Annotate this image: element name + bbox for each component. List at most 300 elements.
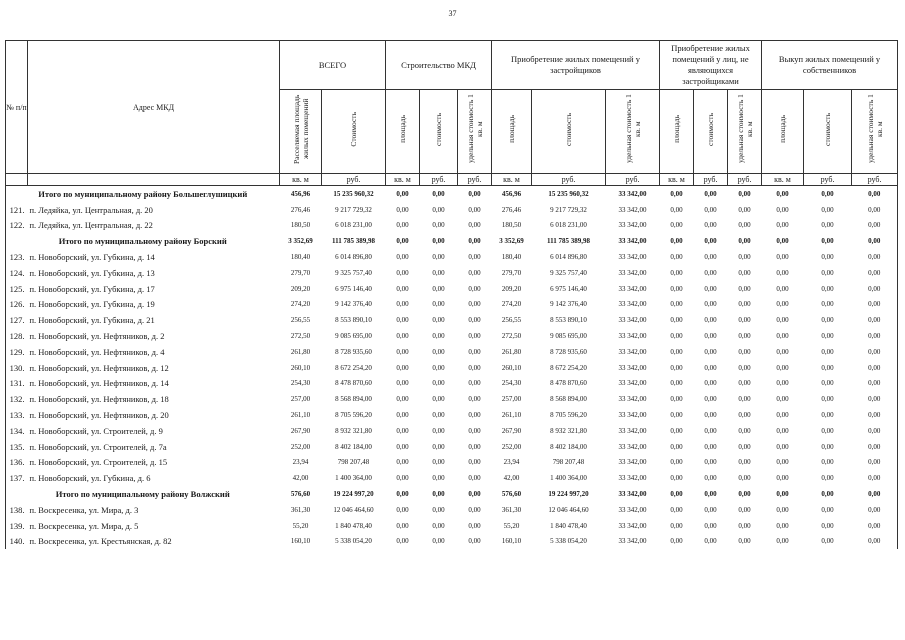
value-cell: 0,00 bbox=[432, 537, 445, 546]
value-cell: 0,00 bbox=[468, 363, 481, 372]
value-cell: 8 932 321,80 bbox=[335, 426, 372, 435]
value-cell: 160,10 bbox=[290, 537, 311, 546]
value-cell: 9 325 757,40 bbox=[550, 268, 587, 277]
value-cell: 0,00 bbox=[821, 490, 834, 499]
value-cell: 180,50 bbox=[290, 221, 311, 230]
value-cell: 0,00 bbox=[468, 316, 481, 325]
value-cell: 0,00 bbox=[738, 316, 751, 325]
value-cell: 0,00 bbox=[704, 332, 717, 341]
page-number: 37 bbox=[448, 9, 457, 18]
value-cell: 0,00 bbox=[396, 347, 409, 356]
value-cell: 33 342,00 bbox=[618, 490, 647, 499]
value-cell: 0,00 bbox=[821, 426, 834, 435]
value-cell: 1 840 478,40 bbox=[550, 521, 587, 530]
value-cell: 0,00 bbox=[776, 505, 789, 514]
value-cell: 15 235 960,32 bbox=[548, 189, 589, 198]
value-cell: 0,00 bbox=[704, 237, 717, 246]
value-cell: 0,00 bbox=[776, 474, 789, 483]
value-cell: 1 400 364,00 bbox=[550, 474, 587, 483]
value-cell: 33 342,00 bbox=[618, 268, 647, 277]
value-cell: 0,00 bbox=[670, 189, 683, 198]
value-cell: 0,00 bbox=[821, 284, 834, 293]
value-cell: 0,00 bbox=[821, 379, 834, 388]
value-cell: 0,00 bbox=[821, 268, 834, 277]
value-cell: 0,00 bbox=[468, 284, 481, 293]
value-cell: 160,10 bbox=[501, 537, 522, 546]
value-cell: 0,00 bbox=[432, 205, 445, 214]
value-cell: 9 142 376,40 bbox=[335, 300, 372, 309]
value-cell: 0,00 bbox=[670, 347, 683, 356]
subcolumn-header-label: Стоимость bbox=[349, 111, 358, 147]
value-cell: 0,00 bbox=[738, 205, 751, 214]
value-cell: 209,20 bbox=[501, 284, 522, 293]
subcolumn-header-label: стоимость bbox=[706, 112, 716, 146]
value-cell: 33 342,00 bbox=[618, 395, 647, 404]
value-cell: 0,00 bbox=[738, 411, 751, 420]
value-cell: 33 342,00 bbox=[618, 300, 647, 309]
value-cell: 0,00 bbox=[468, 395, 481, 404]
subcolumn-header bbox=[458, 90, 492, 174]
value-cell: 0,00 bbox=[852, 376, 898, 392]
value-cell: 33 342,00 bbox=[618, 347, 647, 356]
value-cell: 8 705 596,20 bbox=[335, 411, 372, 420]
value-cell: 0,00 bbox=[396, 521, 409, 530]
value-cell: 3 352,69 bbox=[499, 237, 524, 246]
value-cell: 0,00 bbox=[670, 237, 683, 246]
value-cell: 0,00 bbox=[738, 458, 751, 467]
value-cell: 0,00 bbox=[670, 426, 683, 435]
value-cell: 0,00 bbox=[432, 221, 445, 230]
value-cell: 0,00 bbox=[738, 189, 751, 198]
value-cell: 0,00 bbox=[396, 253, 409, 262]
value-cell: 9 085 695,00 bbox=[335, 332, 372, 341]
subcolumn-header-label: стоимость bbox=[823, 112, 833, 146]
value-cell: 256,55 bbox=[501, 316, 522, 325]
value-cell: 0,00 bbox=[738, 363, 751, 372]
value-cell: 12 046 464,60 bbox=[333, 505, 374, 514]
value-cell: 0,00 bbox=[432, 521, 445, 530]
value-cell: 798 207,48 bbox=[552, 458, 585, 467]
table-row bbox=[6, 518, 898, 534]
value-cell: 261,10 bbox=[290, 411, 311, 420]
value-cell: 272,50 bbox=[290, 332, 311, 341]
value-cell: 0,00 bbox=[396, 237, 409, 246]
value-cell: 0,00 bbox=[396, 411, 409, 420]
value-cell: 0,00 bbox=[821, 300, 834, 309]
value-cell: 0,00 bbox=[670, 379, 683, 388]
value-cell: 180,40 bbox=[290, 253, 311, 262]
value-cell: 267,90 bbox=[290, 426, 311, 435]
value-cell: 0,00 bbox=[852, 534, 898, 550]
unit-label: руб. bbox=[694, 174, 728, 186]
value-cell: 0,00 bbox=[670, 316, 683, 325]
row-number: 122. bbox=[6, 218, 28, 234]
value-cell: 33 342,00 bbox=[618, 537, 647, 546]
value-cell: 8 553 890,10 bbox=[550, 316, 587, 325]
subcolumn-header bbox=[386, 90, 420, 174]
subcolumn-header bbox=[420, 90, 458, 174]
table-row bbox=[6, 328, 898, 344]
value-cell: 798 207,48 bbox=[337, 458, 370, 467]
row-address: п. Новоборский, ул. Губкина, д. 14 bbox=[29, 252, 155, 263]
value-cell: 0,00 bbox=[396, 474, 409, 483]
value-cell: 0,00 bbox=[852, 470, 898, 486]
value-cell: 0,00 bbox=[396, 189, 409, 198]
value-cell: 0,00 bbox=[432, 505, 445, 514]
value-cell: 23,94 bbox=[503, 458, 520, 467]
subcolumn-header-label: площадь bbox=[507, 115, 516, 143]
subcolumn-header-label: удельная стоимость 1 кв. м bbox=[735, 94, 754, 164]
value-cell: 0,00 bbox=[738, 521, 751, 530]
unit-label: руб. bbox=[804, 174, 852, 186]
value-cell: 0,00 bbox=[776, 537, 789, 546]
value-cell: 5 338 054,20 bbox=[550, 537, 587, 546]
unit-label: руб. bbox=[322, 174, 386, 186]
value-cell: 0,00 bbox=[704, 474, 717, 483]
value-cell: 0,00 bbox=[738, 379, 751, 388]
value-cell: 0,00 bbox=[821, 537, 834, 546]
value-cell: 0,00 bbox=[670, 284, 683, 293]
unit-label: руб. bbox=[852, 174, 898, 186]
row-number: 132. bbox=[6, 391, 28, 407]
subcolumn-header bbox=[660, 90, 694, 174]
table-row bbox=[6, 502, 898, 518]
value-cell: 0,00 bbox=[821, 442, 834, 451]
value-cell: 0,00 bbox=[432, 332, 445, 341]
table-row bbox=[6, 470, 898, 486]
value-cell: 0,00 bbox=[852, 233, 898, 249]
value-cell: 0,00 bbox=[468, 426, 481, 435]
unit-label: кв. м bbox=[762, 174, 804, 186]
value-cell: 9 325 757,40 bbox=[335, 268, 372, 277]
unit-label: кв. м bbox=[280, 174, 322, 186]
value-cell: 267,90 bbox=[501, 426, 522, 435]
value-cell: 5 338 054,20 bbox=[335, 537, 372, 546]
table-row bbox=[6, 360, 898, 376]
row-number: 121. bbox=[6, 202, 28, 218]
row-address: п. Новоборский, ул. Губкина, д. 17 bbox=[29, 283, 155, 294]
value-cell: 0,00 bbox=[704, 300, 717, 309]
value-cell: 0,00 bbox=[704, 442, 717, 451]
value-cell: 0,00 bbox=[738, 426, 751, 435]
value-cell: 576,60 bbox=[501, 490, 522, 499]
value-cell: 0,00 bbox=[704, 458, 717, 467]
value-cell: 0,00 bbox=[821, 347, 834, 356]
value-cell: 276,46 bbox=[501, 205, 522, 214]
value-cell: 0,00 bbox=[670, 490, 683, 499]
row-number: 130. bbox=[6, 360, 28, 376]
value-cell: 0,00 bbox=[738, 332, 751, 341]
value-cell: 0,00 bbox=[396, 205, 409, 214]
table-row bbox=[6, 265, 898, 281]
value-cell: 6 975 146,40 bbox=[335, 284, 372, 293]
value-cell: 0,00 bbox=[432, 474, 445, 483]
value-cell: 0,00 bbox=[738, 284, 751, 293]
value-cell: 15 235 960,32 bbox=[333, 189, 374, 198]
group-header-construction: Строительство МКД bbox=[386, 41, 492, 90]
value-cell: 0,00 bbox=[738, 300, 751, 309]
value-cell: 0,00 bbox=[852, 328, 898, 344]
value-cell: 9 142 376,40 bbox=[550, 300, 587, 309]
row-number: 124. bbox=[6, 265, 28, 281]
row-address: п. Новоборский, ул. Нефтяников, д. 12 bbox=[29, 362, 169, 373]
value-cell: 0,00 bbox=[396, 332, 409, 341]
value-cell: 0,00 bbox=[670, 442, 683, 451]
value-cell: 0,00 bbox=[852, 423, 898, 439]
value-cell: 0,00 bbox=[776, 332, 789, 341]
row-address: п. Ледяйка, ул. Центральная, д. 22 bbox=[29, 220, 153, 231]
table-row bbox=[6, 281, 898, 297]
subcolumn-header bbox=[694, 90, 728, 174]
table-row bbox=[6, 455, 898, 471]
value-cell: 1 840 478,40 bbox=[335, 521, 372, 530]
subcolumn-header-label: площадь bbox=[778, 115, 788, 143]
value-cell: 0,00 bbox=[468, 379, 481, 388]
value-cell: 0,00 bbox=[396, 221, 409, 230]
value-cell: 0,00 bbox=[670, 363, 683, 372]
table-row bbox=[6, 407, 898, 423]
value-cell: 1 400 364,00 bbox=[335, 474, 372, 483]
row-address: п. Новоборский, ул. Губкина, д. 19 bbox=[29, 299, 155, 310]
row-address: п. Новоборский, ул. Нефтяников, д. 18 bbox=[29, 394, 169, 405]
value-cell: 254,30 bbox=[501, 379, 522, 388]
value-cell: 0,00 bbox=[670, 505, 683, 514]
value-cell: 0,00 bbox=[776, 521, 789, 530]
value-cell: 0,00 bbox=[852, 407, 898, 423]
value-cell: 0,00 bbox=[821, 221, 834, 230]
subtotal-label: Итого по муниципальному району Борский bbox=[6, 233, 280, 249]
value-cell: 33 342,00 bbox=[618, 474, 647, 483]
subcolumn-header bbox=[322, 90, 386, 174]
value-cell: 8 705 596,20 bbox=[550, 411, 587, 420]
value-cell: 0,00 bbox=[468, 347, 481, 356]
value-cell: 0,00 bbox=[396, 268, 409, 277]
value-cell: 33 342,00 bbox=[618, 442, 647, 451]
value-cell: 111 785 389,98 bbox=[332, 237, 375, 246]
subtotal-row bbox=[6, 486, 898, 502]
value-cell: 0,00 bbox=[432, 458, 445, 467]
value-cell: 0,00 bbox=[432, 237, 445, 246]
value-cell: 0,00 bbox=[738, 268, 751, 277]
value-cell: 0,00 bbox=[852, 281, 898, 297]
value-cell: 0,00 bbox=[432, 395, 445, 404]
value-cell: 0,00 bbox=[704, 221, 717, 230]
row-address: п. Новоборский, ул. Губкина, д. 13 bbox=[29, 267, 155, 278]
value-cell: 0,00 bbox=[432, 347, 445, 356]
value-cell: 0,00 bbox=[670, 411, 683, 420]
value-cell: 0,00 bbox=[776, 490, 789, 499]
subtotal-label: Итого по муниципальному району Большеглушицкий bbox=[6, 186, 280, 202]
value-cell: 0,00 bbox=[704, 268, 717, 277]
value-cell: 0,00 bbox=[432, 490, 445, 499]
table-row bbox=[6, 344, 898, 360]
subcolumn-header-label: удельная стоимость 1 кв. м bbox=[623, 94, 642, 164]
row-address: п. Воскресенка, ул. Мира, д. 3 bbox=[29, 504, 139, 515]
value-cell: 55,20 bbox=[292, 521, 309, 530]
value-cell: 42,00 bbox=[292, 474, 309, 483]
value-cell: 261,80 bbox=[290, 347, 311, 356]
value-cell: 0,00 bbox=[776, 237, 789, 246]
unit-header-row bbox=[6, 174, 898, 186]
value-cell: 0,00 bbox=[852, 202, 898, 218]
value-cell: 274,20 bbox=[290, 300, 311, 309]
value-cell: 0,00 bbox=[852, 360, 898, 376]
table-row bbox=[6, 423, 898, 439]
value-cell: 0,00 bbox=[432, 316, 445, 325]
value-cell: 8 402 184,00 bbox=[550, 442, 587, 451]
value-cell: 0,00 bbox=[852, 391, 898, 407]
row-number: 127. bbox=[6, 312, 28, 328]
value-cell: 0,00 bbox=[670, 332, 683, 341]
value-cell: 6 014 896,80 bbox=[550, 253, 587, 262]
resettlement-table bbox=[5, 40, 898, 549]
value-cell: 252,00 bbox=[290, 442, 311, 451]
value-cell: 0,00 bbox=[738, 474, 751, 483]
value-cell: 0,00 bbox=[468, 237, 481, 246]
value-cell: 209,20 bbox=[290, 284, 311, 293]
value-cell: 0,00 bbox=[738, 395, 751, 404]
row-number: 133. bbox=[6, 407, 28, 423]
subcolumn-header-label: площадь bbox=[672, 115, 682, 143]
row-number: 123. bbox=[6, 249, 28, 265]
value-cell: 0,00 bbox=[704, 411, 717, 420]
value-cell: 0,00 bbox=[821, 189, 834, 198]
group-header-buyout: Выкуп жилых помещений у собственников bbox=[762, 41, 898, 90]
value-cell: 6 018 231,00 bbox=[335, 221, 372, 230]
value-cell: 8 568 894,00 bbox=[550, 395, 587, 404]
row-number: 134. bbox=[6, 423, 28, 439]
value-cell: 8 478 870,60 bbox=[550, 379, 587, 388]
value-cell: 33 342,00 bbox=[618, 458, 647, 467]
subtotal-label: Итого по муниципальному району Волжский bbox=[6, 486, 280, 502]
unit-label: кв. м bbox=[386, 174, 420, 186]
subcolumn-header bbox=[492, 90, 532, 174]
group-header-total: ВСЕГО bbox=[280, 41, 386, 90]
value-cell: 33 342,00 bbox=[618, 426, 647, 435]
value-cell: 0,00 bbox=[776, 363, 789, 372]
value-cell: 0,00 bbox=[738, 442, 751, 451]
value-cell: 180,40 bbox=[501, 253, 522, 262]
value-cell: 0,00 bbox=[468, 521, 481, 530]
row-number: 136. bbox=[6, 455, 28, 471]
value-cell: 279,70 bbox=[501, 268, 522, 277]
value-cell: 0,00 bbox=[738, 221, 751, 230]
value-cell: 23,94 bbox=[292, 458, 309, 467]
value-cell: 33 342,00 bbox=[618, 316, 647, 325]
row-number: 128. bbox=[6, 328, 28, 344]
value-cell: 0,00 bbox=[670, 300, 683, 309]
table-row bbox=[6, 439, 898, 455]
value-cell: 0,00 bbox=[821, 237, 834, 246]
value-cell: 0,00 bbox=[852, 518, 898, 534]
value-cell: 0,00 bbox=[396, 442, 409, 451]
value-cell: 0,00 bbox=[396, 284, 409, 293]
value-cell: 0,00 bbox=[852, 249, 898, 265]
subcolumn-header bbox=[728, 90, 762, 174]
value-cell: 8 553 890,10 bbox=[335, 316, 372, 325]
value-cell: 260,10 bbox=[290, 363, 311, 372]
value-cell: 0,00 bbox=[670, 221, 683, 230]
value-cell: 0,00 bbox=[468, 411, 481, 420]
value-cell: 0,00 bbox=[704, 253, 717, 262]
value-cell: 0,00 bbox=[432, 268, 445, 277]
value-cell: 33 342,00 bbox=[618, 411, 647, 420]
unit-label: руб. bbox=[606, 174, 660, 186]
value-cell: 9 217 729,32 bbox=[335, 205, 372, 214]
value-cell: 0,00 bbox=[468, 300, 481, 309]
value-cell: 0,00 bbox=[776, 189, 789, 198]
subtotal-row bbox=[6, 233, 898, 249]
value-cell: 6 018 231,00 bbox=[550, 221, 587, 230]
value-cell: 0,00 bbox=[468, 253, 481, 262]
table-row bbox=[6, 534, 898, 550]
value-cell: 0,00 bbox=[852, 186, 898, 202]
value-cell: 257,00 bbox=[501, 395, 522, 404]
value-cell: 0,00 bbox=[432, 426, 445, 435]
value-cell: 256,55 bbox=[290, 316, 311, 325]
value-cell: 0,00 bbox=[852, 297, 898, 313]
value-cell: 0,00 bbox=[821, 205, 834, 214]
value-cell: 0,00 bbox=[432, 379, 445, 388]
table-body bbox=[6, 186, 898, 550]
value-cell: 0,00 bbox=[704, 521, 717, 530]
value-cell: 0,00 bbox=[468, 221, 481, 230]
value-cell: 0,00 bbox=[821, 332, 834, 341]
value-cell: 0,00 bbox=[776, 205, 789, 214]
row-address: п. Воскресенка, ул. Мира, д. 5 bbox=[29, 520, 139, 531]
value-cell: 0,00 bbox=[468, 268, 481, 277]
value-cell: 180,50 bbox=[501, 221, 522, 230]
value-cell: 0,00 bbox=[776, 300, 789, 309]
value-cell: 3 352,69 bbox=[288, 237, 313, 246]
subtotal-row bbox=[6, 186, 898, 202]
value-cell: 33 342,00 bbox=[618, 505, 647, 514]
value-cell: 33 342,00 bbox=[618, 253, 647, 262]
value-cell: 0,00 bbox=[738, 237, 751, 246]
value-cell: 0,00 bbox=[776, 411, 789, 420]
value-cell: 19 224 997,20 bbox=[333, 490, 374, 499]
value-cell: 0,00 bbox=[704, 537, 717, 546]
value-cell: 33 342,00 bbox=[618, 521, 647, 530]
value-cell: 8 402 184,00 bbox=[335, 442, 372, 451]
value-cell: 0,00 bbox=[396, 316, 409, 325]
table-row bbox=[6, 391, 898, 407]
row-address: п. Ледяйка, ул. Центральная, д. 20 bbox=[29, 204, 153, 215]
value-cell: 0,00 bbox=[396, 426, 409, 435]
value-cell: 33 342,00 bbox=[618, 237, 647, 246]
value-cell: 33 342,00 bbox=[618, 379, 647, 388]
value-cell: 0,00 bbox=[852, 439, 898, 455]
value-cell: 260,10 bbox=[501, 363, 522, 372]
value-cell: 0,00 bbox=[821, 253, 834, 262]
value-cell: 272,50 bbox=[501, 332, 522, 341]
value-cell: 0,00 bbox=[704, 363, 717, 372]
value-cell: 276,46 bbox=[290, 205, 311, 214]
value-cell: 0,00 bbox=[468, 189, 481, 198]
value-cell: 0,00 bbox=[670, 521, 683, 530]
value-cell: 0,00 bbox=[704, 395, 717, 404]
value-cell: 0,00 bbox=[670, 537, 683, 546]
value-cell: 0,00 bbox=[852, 344, 898, 360]
value-cell: 0,00 bbox=[776, 379, 789, 388]
value-cell: 0,00 bbox=[468, 332, 481, 341]
value-cell: 8 672 254,20 bbox=[550, 363, 587, 372]
table-row bbox=[6, 376, 898, 392]
value-cell: 0,00 bbox=[670, 474, 683, 483]
value-cell: 0,00 bbox=[432, 300, 445, 309]
value-cell: 456,96 bbox=[501, 189, 522, 198]
row-address: п. Новоборский, ул. Нефтяников, д. 20 bbox=[29, 410, 169, 421]
